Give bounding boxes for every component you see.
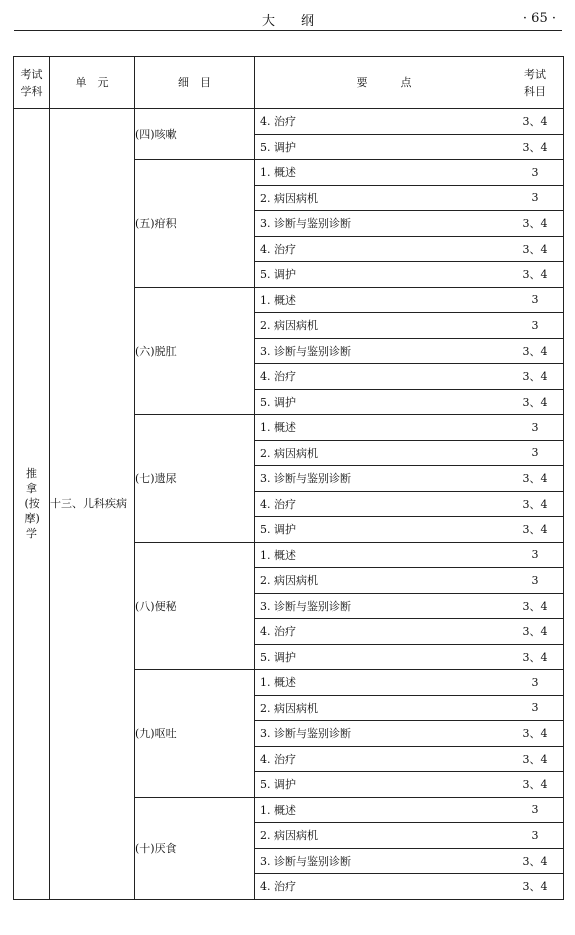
header-point: 要 点 [356,76,412,89]
point-cell [255,389,564,415]
detail-cell: (四)咳嗽 [135,109,255,160]
detail-cell: (六)脱肛 [135,287,255,415]
page-number: · 65 · [522,11,556,26]
detail-cell: (十)厌食 [135,797,255,899]
exam-level: 3、4 [522,880,548,894]
point-cell [255,542,564,568]
point-cell [255,568,564,594]
exam-level: 3 [531,191,539,205]
point-cell [255,134,564,160]
point-cell [255,262,564,288]
page-header [14,8,562,31]
point-cell [255,466,564,492]
point-cell [255,721,564,747]
exam-level: 3、4 [522,650,548,664]
table-body [14,109,564,900]
point-text: 3. 诊断与鉴别诊断 [260,344,351,358]
exam-level: 3、4 [522,472,548,486]
detail-cell: (七)遗尿 [135,415,255,543]
point-cell [255,823,564,849]
point-text: 2. 病因病机 [260,701,318,715]
table-header-row [14,57,564,109]
point-text: 1. 概述 [260,548,296,562]
point-text: 5. 调护 [260,395,296,409]
point-text: 2. 病因病机 [260,319,318,333]
point-text: 1. 概述 [260,166,296,180]
point-cell [255,593,564,619]
exam-level: 3、4 [522,395,548,409]
point-cell [255,746,564,772]
exam-level: 3、4 [522,370,548,384]
point-text: 5. 调护 [260,523,296,537]
exam-level: 3、4 [522,115,548,129]
header-detail: 细 目 [135,57,255,109]
point-text: 4. 治疗 [260,625,296,639]
point-text: 3. 诊断与鉴别诊断 [260,727,351,741]
exam-level: 3 [531,701,539,715]
exam-level: 3、4 [522,727,548,741]
point-cell [255,670,564,696]
point-text: 1. 概述 [260,803,296,817]
exam-level: 3 [531,318,539,332]
point-text: 4. 治疗 [260,880,296,894]
point-text: 5. 调护 [260,268,296,282]
subject-cell [14,109,50,900]
exam-level: 3、4 [522,497,548,511]
point-text: 1. 概述 [260,293,296,307]
point-cell [255,491,564,517]
point-cell [255,874,564,900]
point-text: 3. 诊断与鉴别诊断 [260,854,351,868]
point-cell [255,848,564,874]
detail-cell: (五)疳积 [135,160,255,288]
table-row [14,109,564,135]
detail-cell: (九)呕吐 [135,670,255,798]
point-text: 5. 调护 [260,140,296,154]
point-text: 2. 病因病机 [260,574,318,588]
point-text: 2. 病因病机 [260,191,318,205]
header-unit: 单 元 [50,57,135,109]
point-text: 2. 病因病机 [260,446,318,460]
exam-level: 3、4 [522,523,548,537]
point-text: 2. 病因病机 [260,829,318,843]
point-text: 3. 诊断与鉴别诊断 [260,599,351,613]
point-text: 5. 调护 [260,650,296,664]
exam-level: 3 [531,675,539,689]
exam-level: 3 [531,573,539,587]
point-cell [255,517,564,543]
point-text: 4. 治疗 [260,497,296,511]
header-subject: 考试 学科 [14,57,50,109]
header-point-level [255,57,564,109]
exam-level: 3 [531,803,539,817]
point-cell [255,440,564,466]
point-cell [255,313,564,339]
point-cell [255,287,564,313]
point-cell [255,364,564,390]
exam-level: 3、4 [522,854,548,868]
exam-level: 3、4 [522,344,548,358]
point-text: 3. 诊断与鉴别诊断 [260,217,351,231]
detail-cell: (八)便秘 [135,542,255,670]
page-title: 大 纲 [261,14,314,29]
exam-level: 3、4 [522,268,548,282]
exam-level: 3、4 [522,625,548,639]
exam-level: 3 [531,420,539,434]
exam-level: 3 [531,165,539,179]
exam-level: 3、4 [522,217,548,231]
point-cell [255,185,564,211]
point-text: 4. 治疗 [260,752,296,766]
point-cell [255,338,564,364]
exam-level: 3、4 [522,778,548,792]
point-cell [255,695,564,721]
point-cell [255,797,564,823]
unit-cell: 十三、儿科疾病 [50,109,135,900]
point-text: 1. 概述 [260,421,296,435]
point-text: 1. 概述 [260,676,296,690]
point-cell [255,644,564,670]
exam-level: 3 [531,548,539,562]
syllabus-table [13,56,564,900]
exam-level: 3 [531,293,539,307]
exam-level: 3、4 [522,752,548,766]
point-text: 4. 治疗 [260,370,296,384]
exam-level: 3、4 [522,140,548,154]
exam-level: 3 [531,828,539,842]
point-cell [255,415,564,441]
point-cell [255,211,564,237]
exam-level: 3、4 [522,599,548,613]
point-cell [255,772,564,798]
exam-level: 3、4 [522,242,548,256]
point-text: 5. 调护 [260,778,296,792]
point-cell [255,109,564,135]
exam-level: 3 [531,446,539,460]
point-cell [255,236,564,262]
header-level: 考试 科目 [524,67,546,98]
point-text: 4. 治疗 [260,115,296,129]
subject-label: 推拿(按摩)学 [24,467,40,541]
point-cell [255,619,564,645]
point-cell [255,160,564,186]
point-text: 4. 治疗 [260,242,296,256]
point-text: 3. 诊断与鉴别诊断 [260,472,351,486]
